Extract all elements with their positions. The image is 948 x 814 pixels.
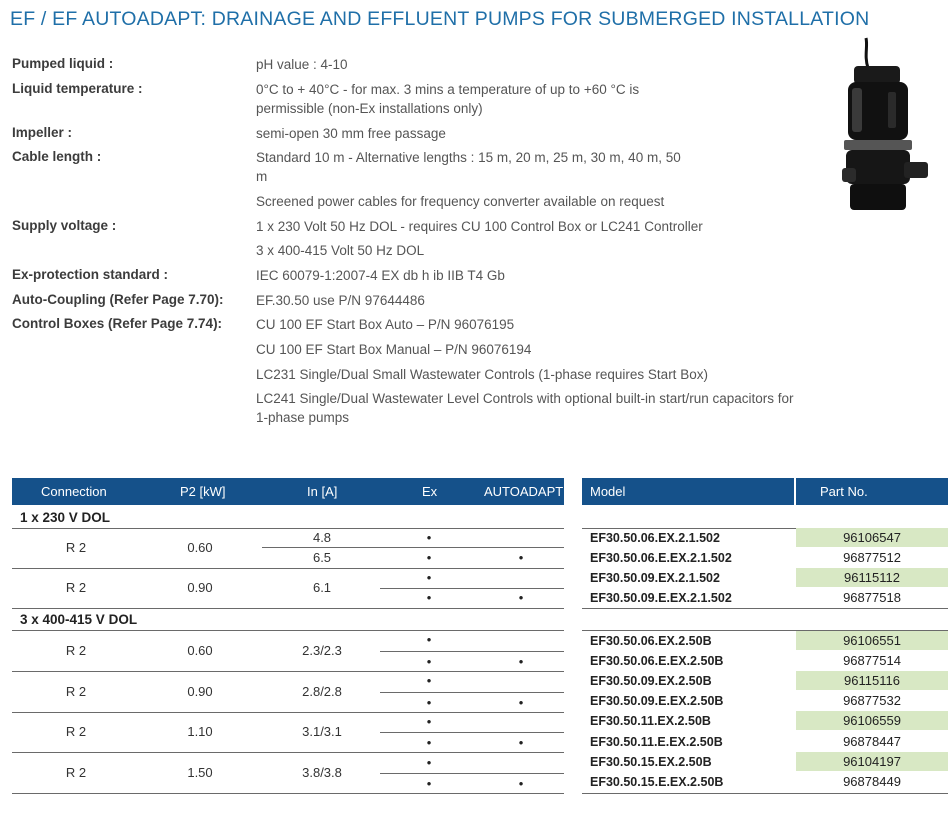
cell-p2: 1.10 [187, 724, 213, 739]
spec-value-control-box-auto: CU 100 EF Start Box Auto – P/N 96076195 [256, 317, 515, 332]
ex-dot: • [426, 755, 432, 770]
spec-value-supply-voltage-1: 1 x 230 Volt 50 Hz DOL - requires CU 100 Control Box or LC241 Controller [256, 219, 703, 234]
divider [12, 712, 564, 713]
spec-label-ex-protection: Ex-protection standard : [12, 267, 169, 282]
cell-in: 2.3/2.3 [302, 643, 342, 658]
cell-connection: R 2 [65, 724, 87, 739]
divider [380, 773, 564, 774]
spec-label-impeller: Impeller : [12, 125, 73, 140]
cell-connection: R 2 [65, 580, 87, 595]
part-number: 96115116 [796, 671, 948, 690]
spec-value-lc231: LC231 Single/Dual Small Wastewater Controls (1-phase requires Start Box) [256, 367, 708, 382]
spec-label-supply-voltage: Supply voltage : [12, 218, 117, 233]
model-name: EF30.50.06.EX.2.50B [590, 634, 712, 648]
ex-dot: • [426, 735, 432, 750]
connection-table-header [12, 478, 564, 505]
header-in: In [A] [307, 484, 338, 499]
cell-p2: 0.60 [187, 643, 213, 658]
page-title: EF / EF AUTOADAPT: DRAINAGE AND EFFLUENT PUMPS FOR SUBMERGED INSTALLATION [10, 8, 870, 30]
model-name: EF30.50.09.EX.2.1.502 [590, 571, 720, 585]
autoadapt-dot: • [518, 590, 524, 605]
part-number: 96106547 [796, 528, 948, 547]
autoadapt-dot: • [518, 695, 524, 710]
spec-value-pumped-liquid: pH value : 4-10 [256, 57, 348, 72]
model-name: EF30.50.11.E.EX.2.50B [590, 735, 723, 749]
cell-p2: 0.90 [187, 580, 213, 595]
cell-connection: R 2 [65, 765, 87, 780]
model-name: EF30.50.06.E.EX.2.1.502 [590, 551, 732, 565]
part-number: 96877512 [843, 550, 901, 565]
spec-label-control-boxes: Control Boxes (Refer Page 7.74): [12, 316, 223, 331]
header-p2: P2 [kW] [180, 484, 226, 499]
part-number: 96106551 [796, 631, 948, 650]
spec-label-pumped-liquid: Pumped liquid : [12, 56, 114, 71]
part-number: 96878447 [843, 734, 901, 749]
cell-connection: R 2 [65, 540, 87, 555]
model-name: EF30.50.15.E.EX.2.50B [590, 775, 724, 789]
ex-dot: • [426, 570, 432, 585]
divider [12, 528, 564, 529]
divider [582, 608, 948, 609]
model-name: EF30.50.06.E.EX.2.50B [590, 654, 724, 668]
cell-in: 4.8 [312, 530, 332, 545]
spec-label-auto-coupling: Auto-Coupling (Refer Page 7.70): [12, 292, 224, 307]
ex-dot: • [426, 550, 432, 565]
autoadapt-dot: • [518, 735, 524, 750]
divider [582, 793, 948, 794]
model-table-header [582, 478, 948, 505]
divider [12, 630, 564, 631]
autoadapt-dot: • [518, 654, 524, 669]
spec-label-cable-length: Cable length : [12, 149, 102, 164]
ex-dot: • [426, 714, 432, 729]
part-number: 96106559 [796, 711, 948, 730]
ex-dot: • [426, 776, 432, 791]
model-name: EF30.50.09.E.EX.2.1.502 [590, 591, 732, 605]
cell-in: 6.5 [312, 550, 332, 565]
cell-in: 3.1/3.1 [302, 724, 342, 739]
header-model: Model [590, 484, 626, 499]
cell-in: 3.8/3.8 [302, 765, 342, 780]
divider [12, 608, 564, 609]
spec-value-ex-protection: IEC 60079-1:2007-4 EX db h ib IIB T4 Gb [256, 268, 505, 283]
autoadapt-dot: • [518, 550, 524, 565]
header-connection: Connection [41, 484, 107, 499]
ex-dot: • [426, 590, 432, 605]
cell-in: 6.1 [312, 580, 332, 595]
spec-value-control-box-manual: CU 100 EF Start Box Manual – P/N 96076194 [256, 342, 532, 357]
divider [380, 588, 564, 589]
cell-connection: R 2 [65, 643, 87, 658]
ex-dot: • [426, 673, 432, 688]
model-name: EF30.50.06.EX.2.1.502 [590, 531, 720, 545]
submersible-pump-icon [838, 36, 930, 216]
divider [380, 651, 564, 652]
spec-value-lc241: LC241 Single/Dual Wastewater Level Controls with optional built-in start/run capacitors for 1-phase pumps [256, 391, 794, 425]
spec-value-cable-length: Standard 10 m - Alternative lengths : 15 m, 20 m, 25 m, 30 m, 40 m, 50 m [256, 150, 681, 184]
divider [12, 568, 564, 569]
cell-connection: R 2 [65, 684, 87, 699]
group-title-1x230: 1 x 230 V DOL [20, 510, 111, 525]
divider [262, 547, 564, 548]
divider [12, 752, 564, 753]
divider [12, 793, 564, 794]
spec-value-screened-cables: Screened power cables for frequency converter available on request [256, 194, 665, 209]
cell-p2: 0.60 [187, 540, 213, 555]
ex-dot: • [426, 530, 432, 545]
ex-dot: • [426, 632, 432, 647]
cell-p2: 0.90 [187, 684, 213, 699]
header-ex: Ex [422, 484, 438, 499]
divider [12, 671, 564, 672]
header-separator [794, 478, 796, 505]
ex-dot: • [426, 695, 432, 710]
ex-dot: • [426, 654, 432, 669]
model-name: EF30.50.09.EX.2.50B [590, 674, 712, 688]
header-part-no: Part No. [820, 484, 868, 499]
part-number: 96878449 [843, 774, 901, 789]
cell-in: 2.8/2.8 [302, 684, 342, 699]
divider [380, 692, 564, 693]
cell-p2: 1.50 [187, 765, 213, 780]
group-title-3x400: 3 x 400-415 V DOL [20, 612, 138, 627]
spec-value-impeller: semi-open 30 mm free passage [256, 126, 446, 141]
part-number: 96104197 [796, 752, 948, 771]
part-number: 96877514 [843, 653, 901, 668]
part-number: 96115112 [796, 568, 948, 587]
model-name: EF30.50.11.EX.2.50B [590, 714, 711, 728]
spec-value-auto-coupling: EF.30.50 use P/N 97644486 [256, 293, 425, 308]
header-autoadapt: AUTOADAPT [484, 484, 564, 499]
model-name: EF30.50.09.E.EX.2.50B [590, 694, 724, 708]
part-number: 96877518 [843, 590, 901, 605]
divider [380, 732, 564, 733]
model-name: EF30.50.15.EX.2.50B [590, 755, 712, 769]
spec-label-liquid-temperature: Liquid temperature : [12, 81, 143, 96]
part-number: 96877532 [843, 693, 901, 708]
autoadapt-dot: • [518, 776, 524, 791]
spec-value-supply-voltage-3: 3 x 400-415 Volt 50 Hz DOL [256, 243, 425, 258]
spec-value-liquid-temperature: 0°C to + 40°C - for max. 3 mins a temperature of up to +60 °C is permissible (non-Ex installations only) [256, 82, 640, 116]
